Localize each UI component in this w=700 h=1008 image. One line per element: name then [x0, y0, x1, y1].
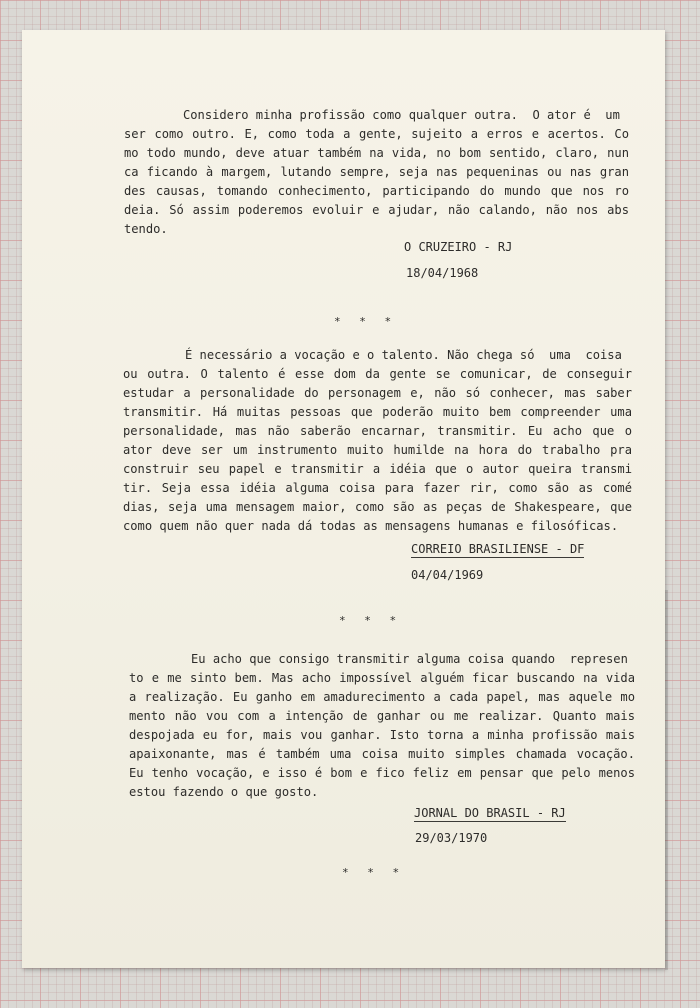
- text-line: mo todo mundo, deve atuar também na vida, no bom sentido, claro, nun: [124, 146, 629, 160]
- text-line: como quem não quer nada dá todas as mensagens humanas e filosóficas.: [123, 519, 619, 533]
- text-line: Eu tenho vocação, e isso é bom e fico feliz em pensar que pelo menos: [129, 766, 635, 780]
- text-line: construir seu papel e transmitir a idéia que o autor queira transmi: [123, 462, 632, 476]
- section-separator: * * *: [342, 866, 406, 879]
- text-line: deia. Só assim poderemos evoluir e ajudar, não calando, não nos abs: [124, 203, 629, 217]
- text-line: tir. Seja essa idéia alguma coisa para fazer rir, como são as comé: [123, 481, 632, 495]
- text-line: ser como outro. E, como toda a gente, sujeito a erros e acertos. Co: [124, 127, 629, 141]
- text-line: personalidade, mas não saberão encarnar, transmitir. Eu acho que o: [123, 424, 632, 438]
- text-line: ator deve ser um instrumento muito humilde na hora do trabalho pra: [123, 443, 632, 457]
- text-line: tendo.: [124, 222, 168, 236]
- text-line: ca ficando à margem, lutando sempre, seja nas pequeninas ou nas gran: [124, 165, 629, 179]
- text-line: a realização. Eu ganho em amadurecimento a cada papel, mas aquele mo: [129, 690, 635, 704]
- text-line: despojada eu for, mais vou ganhar. Isto torna a minha profissão mais: [129, 728, 635, 742]
- text-line: É necessário a vocação e o talento. Não chega só uma coisa: [185, 348, 622, 362]
- source-name: [414, 806, 566, 820]
- text-line: estudar a personalidade do personagem e, não só conhecer, mas saber: [123, 386, 632, 400]
- source-date: 18/04/1968: [406, 266, 479, 280]
- source-name-underlined: JORNAL DO BRASIL - RJ: [414, 806, 566, 820]
- text-line: des causas, tomando conhecimento, participando do mundo que nos ro: [124, 184, 629, 198]
- source-date: 04/04/1969: [411, 568, 484, 582]
- text-line: Eu acho que consigo transmitir alguma coisa quando represen: [191, 652, 628, 666]
- section-separator: * * *: [339, 614, 403, 627]
- typewritten-page: [22, 30, 665, 968]
- text-line: Considero minha profissão como qualquer outra. O ator é um: [183, 108, 620, 122]
- text-line: mento não vou com a intenção de ganhar ou me realizar. Quanto mais: [129, 709, 635, 723]
- text-line: transmitir. Há muitas pessoas que poderão muito bem compreender uma: [123, 405, 632, 419]
- section-separator: * * *: [334, 315, 398, 328]
- source-name: [411, 542, 584, 556]
- source-name: O CRUZEIRO - RJ: [404, 240, 513, 254]
- text-line: ou outra. O talento é esse dom da gente se comunicar, de conseguir: [123, 367, 632, 381]
- text-line: dias, seja uma mensagem maior, como são as peças de Shakespeare, que: [123, 500, 632, 514]
- text-line: to e me sinto bem. Mas acho impossível alguém ficar buscando na vida: [129, 671, 635, 685]
- text-line: estou fazendo o que gosto.: [129, 785, 319, 799]
- source-date: 29/03/1970: [415, 831, 488, 845]
- source-name-underlined: CORREIO BRASILIENSE - DF: [411, 542, 585, 556]
- text-line: apaixonante, mas é também uma coisa muito simples chamada vocação.: [129, 747, 635, 761]
